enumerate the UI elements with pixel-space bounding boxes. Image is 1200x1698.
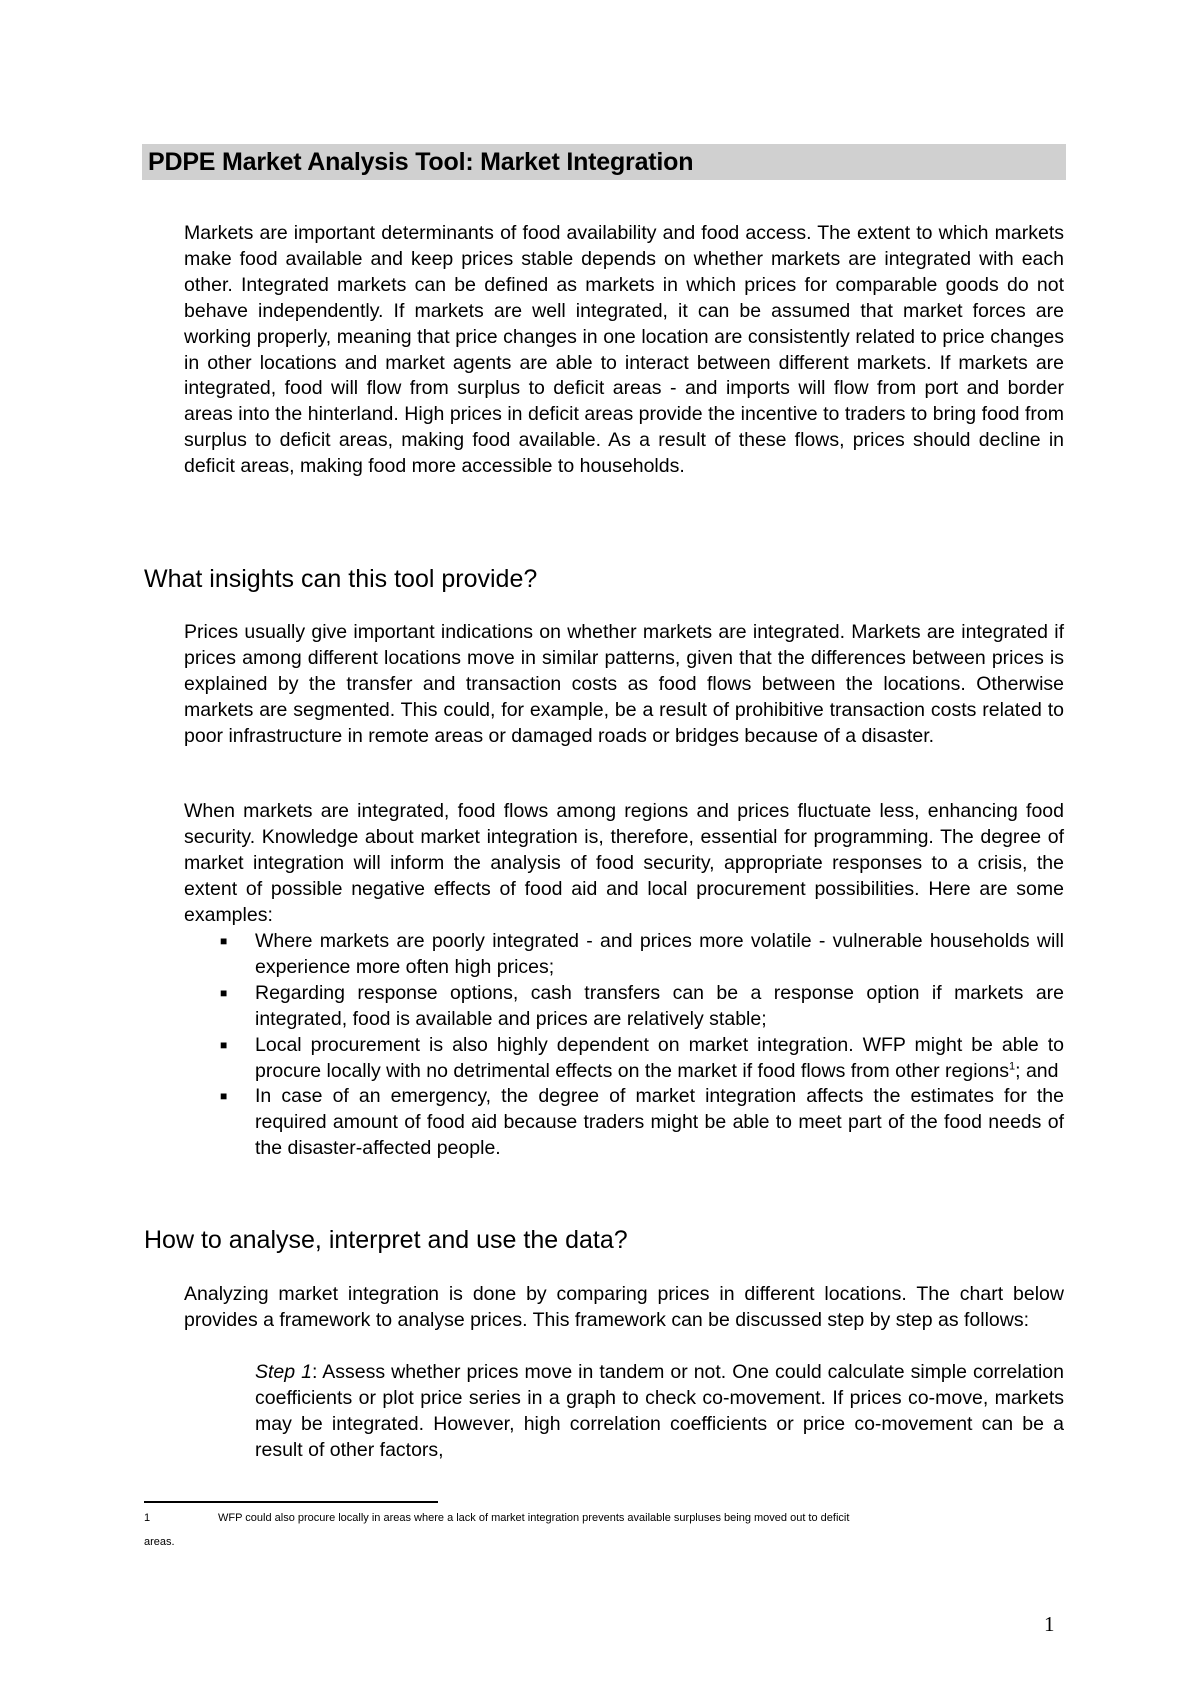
list-item-text: Local procurement is also highly dependent on market integration. WFP might be able to procure locally with no detrimental effects on the market if food flows from other regions [255,1033,1064,1082]
bullet-icon: ■ [220,1089,228,1104]
intro-paragraph: Markets are important determinants of food availability and food access. The extent to which markets make food available and keep prices stable depends on whether markets are integrated with each other. Integrated markets can be defined as markets in which prices for comparable goods do not behave independently. If markets are well integrated, it can be assumed that market forces are working properly, meaning that price changes in one location are consistently related to price changes in other locations and market agents are able to interact between different markets. If markets are integrated, food will flow from surplus to deficit areas - and imports will flow from port and border areas into the hinterland. High prices in deficit areas provide the incentive to traders to bring food from surplus to deficit areas, making food available. As a result of these flows, prices should decline in deficit areas, making food more accessible to households. [184,222,1064,478]
insights-paragraph-2: When markets are integrated, food flows among regions and prices fluctuate less, enhancing food security. Knowledge about market integration is, therefore, essential for programming. The degree of market integration will inform the analysis of food security, appropriate responses to a crisis, the extent of possible negative effects of food aid and local procurement possibilities. Here are some examples: [184,800,1064,926]
section-heading-analysis: How to analyse, interpret and use the data? [144,1226,628,1254]
examples-list [184,929,1064,1162]
insights-paragraph-1: Prices usually give important indications on whether markets are integrated. Markets are integrated if prices among different locations move in similar patterns, given that the differences between prices is explained by the transfer and transaction costs as food flows between the locations. Otherwise markets are segmented. This could, for example, be a result of prohibitive transaction costs related to poor infrastructure in remote areas or damaged roads or bridges because of a disaster. [184,621,1064,747]
section-heading-insights: What insights can this tool provide? [144,565,538,593]
list-item [184,981,1064,1033]
footnote-text: WFP could also procure locally in areas where a lack of market integration prevents available surpluses being moved out to deficit [218,1512,850,1524]
step-1-label: Step 1 [255,1361,312,1383]
footnote-reference[interactable]: 1 [1009,1060,1016,1073]
footnote-continuation: areas. [144,1536,175,1548]
page-title: PDPE Market Analysis Tool: Market Integration [142,144,1066,180]
bullet-icon: ■ [220,1037,228,1052]
list-item [184,1033,1064,1085]
bullet-icon: ■ [220,985,228,1000]
list-item [184,929,1064,981]
analysis-paragraph: Analyzing market integration is done by comparing prices in different locations. The chart below provides a framework to analyse prices. This framework can be discussed step by step as follows: [184,1283,1064,1331]
list-item [184,1084,1064,1162]
list-item-text: Regarding response options, cash transfers can be a response option if markets are integrated, food is available and prices are relatively stable; [255,981,1064,1030]
list-item-text: In case of an emergency, the degree of market integration affects the estimates for the required amount of food aid because traders might be able to meet part of the food needs of the disaster-affected people. [255,1085,1064,1160]
step-1-paragraph [255,1360,1064,1464]
footnote-divider [144,1501,438,1503]
list-item-text: Where markets are poorly integrated - and prices more volatile - vulnerable households will experience more often high prices; [255,930,1064,978]
step-1-text: : Assess whether prices move in tandem or not. One could calculate simple correlation coefficients or plot price series in a graph to check co-movement. If prices co-move, markets may be integrated. However, high correlation coefficients or price co-movement can be a result of other factors, [255,1361,1064,1461]
list-item-tail: ; and [1015,1059,1059,1082]
footnote-number: 1 [144,1512,151,1524]
page-number: 1 [1044,1612,1055,1636]
bullet-icon: ■ [220,934,228,948]
